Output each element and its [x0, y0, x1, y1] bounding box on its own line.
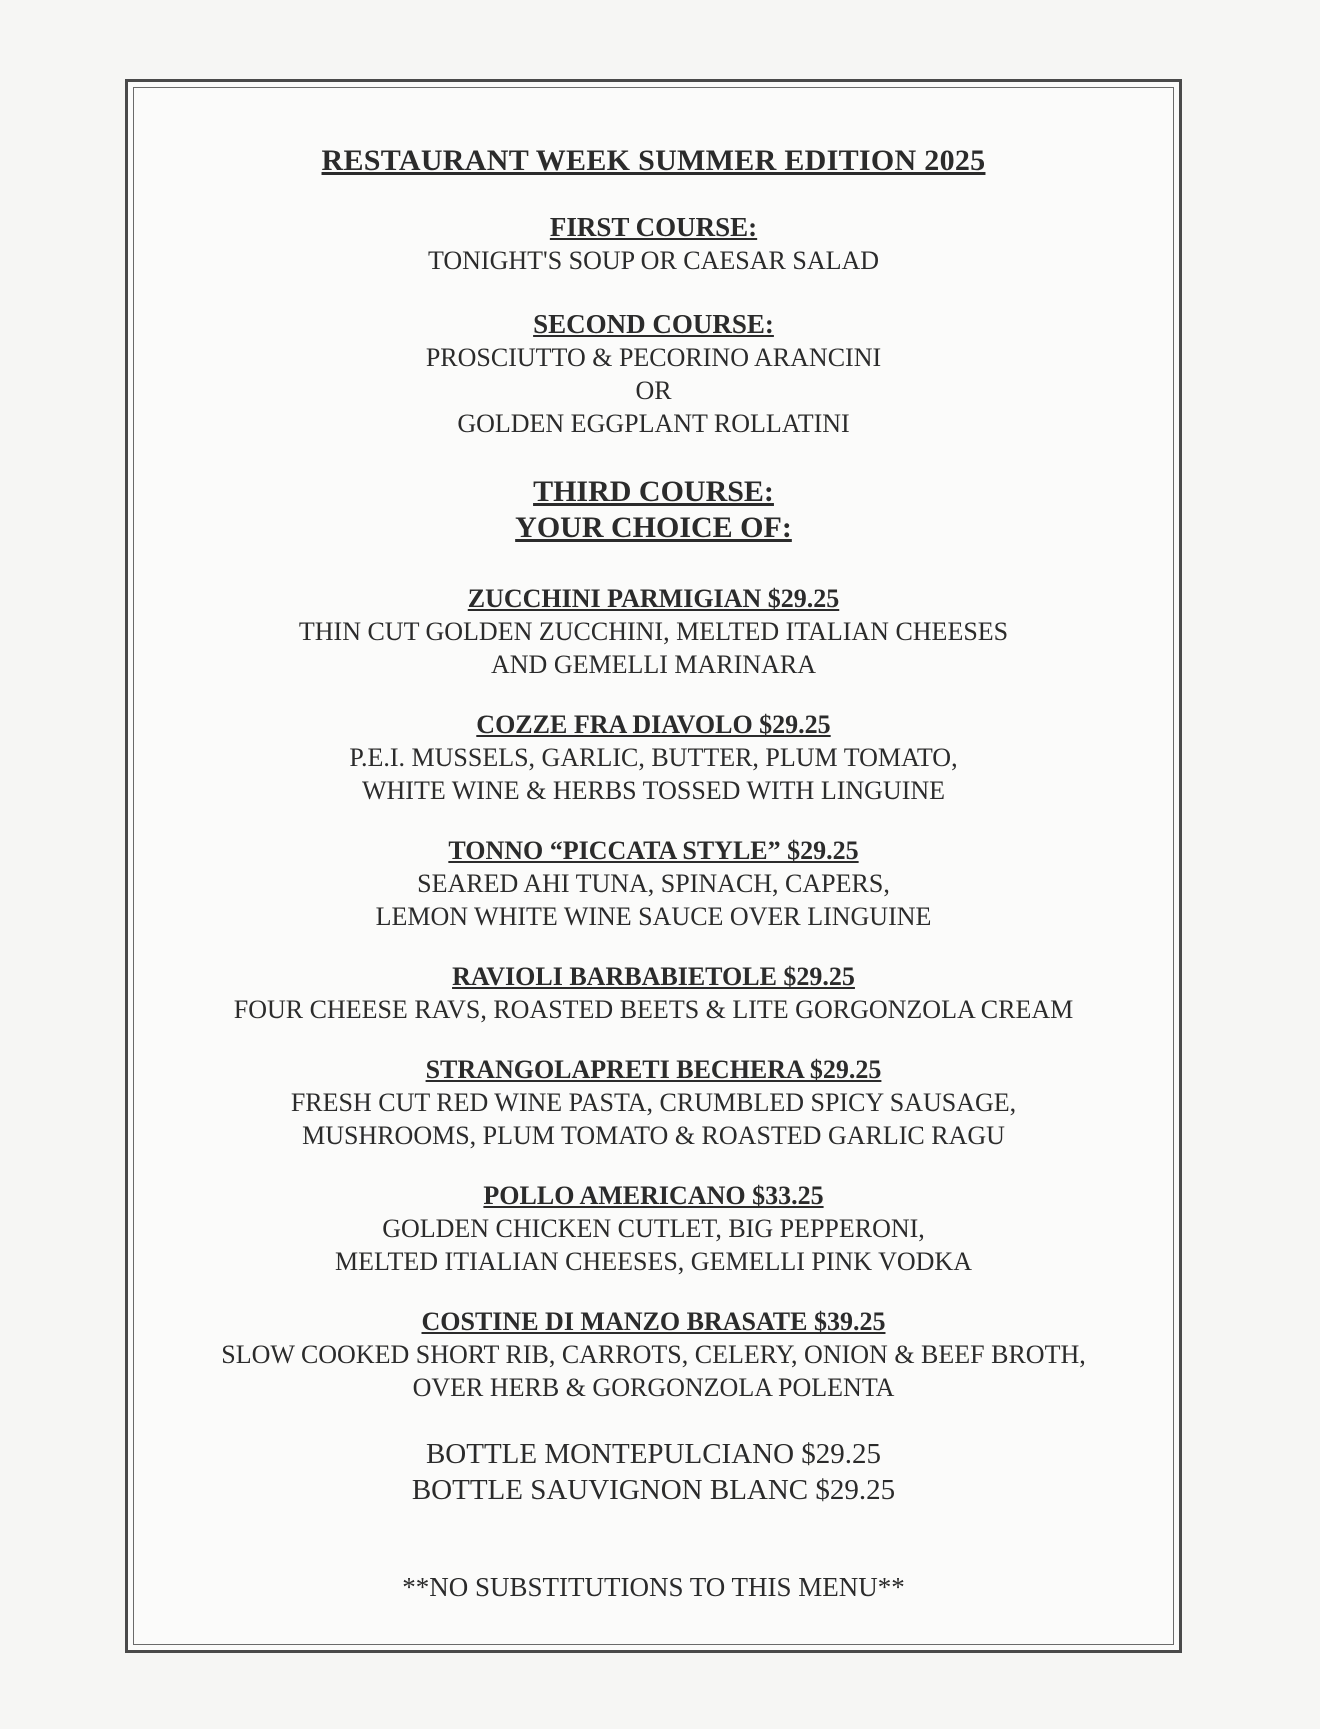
menu-title: RESTAURANT WEEK SUMMER EDITION 2025: [321, 144, 986, 177]
menu-item-description: P.E.I. MUSSELS, GARLIC, BUTTER, PLUM TOMATO,: [349, 743, 958, 772]
menu-item-title: RAVIOLI BARBABIETOLE $29.25: [452, 962, 855, 991]
second-course-section: [128, 308, 1179, 440]
menu-item: [128, 961, 1179, 1026]
menu-item-title: POLLO AMERICANO $33.25: [483, 1181, 824, 1210]
third-course-subheading: YOUR CHOICE OF:: [515, 511, 792, 544]
menu-item-description: THIN CUT GOLDEN ZUCCHINI, MELTED ITALIAN CHEESES: [298, 617, 1009, 646]
second-course-line: GOLDEN EGGPLANT ROLLATINI: [457, 409, 850, 438]
menu-item-title: COSTINE DI MANZO BRASATE $39.25: [421, 1307, 886, 1336]
menu-item-description: MELTED ITIALIAN CHEESES, GEMELLI PINK VODKA: [335, 1247, 972, 1276]
menu-item-title: ZUCCHINI PARMIGIAN $29.25: [467, 584, 840, 613]
menu-content: [128, 143, 1179, 1604]
third-course-section: [128, 474, 1179, 546]
menu-item-title: STRANGOLAPRETI BECHERA $29.25: [425, 1055, 882, 1084]
no-substitutions-note: **NO SUBSTITUTIONS TO THIS MENU**: [402, 1572, 905, 1602]
wine-item: BOTTLE SAUVIGNON BLANC $29.25: [411, 1474, 896, 1506]
menu-item-description: MUSHROOMS, PLUM TOMATO & ROASTED GARLIC RAGU: [302, 1121, 1005, 1150]
menu-item: [128, 1054, 1179, 1152]
menu-item: [128, 1180, 1179, 1278]
menu-item-description: FOUR CHEESE RAVS, ROASTED BEETS & LITE GORGONZOLA CREAM: [233, 995, 1074, 1024]
footer-note-section: [128, 1570, 1179, 1604]
third-course-heading: THIRD COURSE:: [533, 475, 774, 508]
first-course-heading: FIRST COURSE:: [549, 212, 758, 242]
menu-item: [128, 1306, 1179, 1404]
menu-item: [128, 709, 1179, 807]
menu-item: [128, 583, 1179, 681]
menu-item-description: SLOW COOKED SHORT RIB, CARROTS, CELERY, ONION & BEEF BROTH,: [221, 1340, 1086, 1369]
first-course-line: TONIGHT'S SOUP OR CAESAR SALAD: [427, 246, 880, 275]
second-course-heading: SECOND COURSE:: [533, 309, 774, 339]
menu-item-description: AND GEMELLI MARINARA: [491, 650, 816, 679]
wine-item: BOTTLE MONTEPULCIANO $29.25: [425, 1438, 882, 1470]
menu-item-description: OVER HERB & GORGONZOLA POLENTA: [412, 1373, 895, 1402]
menu-item-title: TONNO “PICCATA STYLE” $29.25: [448, 836, 859, 865]
menu-item-description: SEARED AHI TUNA, SPINACH, CAPERS,: [417, 869, 890, 898]
menu-item-description: FRESH CUT RED WINE PASTA, CRUMBLED SPICY SAUSAGE,: [290, 1088, 1017, 1117]
menu-item: [128, 835, 1179, 933]
menu-item-description: WHITE WINE & HERBS TOSSED WITH LINGUINE: [361, 776, 946, 805]
menu-item-description: GOLDEN CHICKEN CUTLET, BIG PEPPERONI,: [382, 1214, 925, 1243]
menu-border: [125, 79, 1182, 1653]
wine-section: [128, 1436, 1179, 1508]
first-course-section: [128, 211, 1179, 277]
menu-item-title: COZZE FRA DIAVOLO $29.25: [476, 710, 831, 739]
menu-item-description: LEMON WHITE WINE SAUCE OVER LINGUINE: [375, 902, 932, 931]
second-course-line: PROSCIUTTO & PECORINO ARANCINI: [425, 343, 882, 372]
second-course-line: OR: [635, 376, 672, 405]
